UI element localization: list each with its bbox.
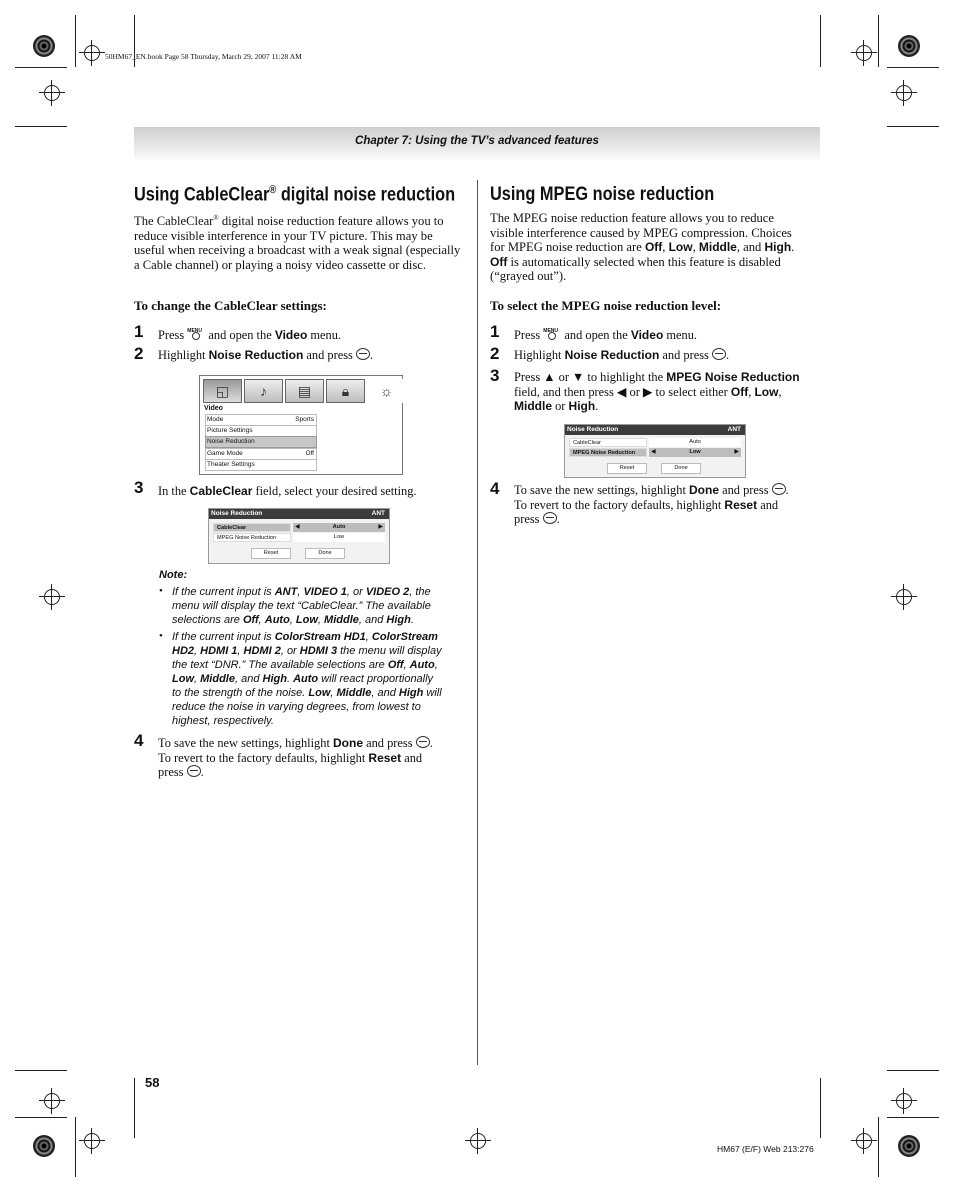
step-number: 4	[490, 479, 500, 498]
enter-button-icon	[416, 736, 430, 748]
color-rosette-icon	[33, 1135, 55, 1157]
menu-row-picture-settings[interactable]: Picture Settings	[205, 425, 317, 437]
cableclear-intro: The CableClear® digital noise reduction feature allows you to reduce visible interference in your TV picture. This may be useful when receiving a broadcast with a weak signal (especially a Cable channel) or playing a noisy video cassette or disc.	[134, 214, 461, 272]
cableclear-row[interactable]: CableClear ◀ Auto ▶	[213, 523, 389, 532]
crosshair-icon	[84, 45, 100, 61]
mpeg-subheading: To select the MPEG noise reduction level:	[490, 298, 722, 313]
cableclear-subheading: To change the CableClear settings:	[134, 298, 327, 313]
book-info: 50HM67_EN.book Page 58 Thursday, March 29, 2007 11:28 AM	[105, 52, 302, 61]
menu-row-mode[interactable]: Mode Sports	[205, 414, 317, 426]
video-menu-screen	[199, 375, 403, 475]
right-heading: Using MPEG noise reduction	[490, 184, 715, 205]
crosshair-icon	[896, 1093, 912, 1109]
done-button[interactable]: Done	[305, 548, 345, 559]
menu-button-icon: MENU	[187, 327, 205, 339]
audio-menu-icon: ♪	[244, 379, 283, 403]
crosshair-icon	[896, 589, 912, 605]
step-1-text: Press MENU and open the Video menu.	[514, 328, 698, 342]
menu-button-icon: MENU	[543, 327, 561, 339]
step-number: 2	[490, 344, 500, 363]
step-2-text: Highlight Noise Reduction and press .	[158, 348, 374, 362]
reset-button[interactable]: Reset	[251, 548, 291, 559]
note-title: Note:	[159, 569, 188, 581]
color-rosette-icon	[898, 1135, 920, 1157]
noise-reduction-screen: Noise Reduction ANT CableClear Auto MPEG Noise Reduction ◀ Low ▶ Reset Done	[564, 424, 746, 478]
arrow-left-icon: ◀	[651, 449, 656, 455]
step-2-text: Highlight Noise Reduction and press .	[514, 348, 730, 362]
mpeg-intro: The MPEG noise reduction feature allows you to reduce visible interference caused by MPEG compression. Choices for MPEG noise reduction are Off, Low, Middle, and High. Off is automatically selected when this feature is disabled (“grayed out”).	[490, 211, 795, 284]
done-button[interactable]: Done	[661, 463, 701, 474]
menu-row-game-mode[interactable]: Game Mode Off	[205, 448, 317, 460]
note-bullet-2: If the current input is ColorStream HD1, ColorStream HD2, HDMI 1, HDMI 2, or HDMI 3 the menu will display the text “DNR.” The available selections are Off, Auto, Low, Middle, and High. Auto will react proportionally to the strength of the noise. Low, Middle, and High will reduce the noise in varying degrees, from lowest to highest, respectively.	[172, 631, 442, 727]
preferences-menu-icon: ☼	[367, 379, 406, 403]
enter-button-icon	[712, 348, 726, 360]
left-heading: Using CableClear® digital noise reduction	[134, 184, 456, 206]
setup-menu-icon: ▤	[285, 379, 324, 403]
footer-code: HM67 (E/F) Web 213:276	[717, 1144, 814, 1154]
arrow-right-icon: ▶	[378, 524, 383, 530]
color-rosette-icon	[898, 35, 920, 57]
step-3-text: Press ▲ or ▼ to highlight the MPEG Noise Reduction field, and then press ◀ or ▶ to select either Off, Low, Middle or High.	[514, 370, 800, 414]
menu-row-theater-settings[interactable]: Theater Settings	[205, 459, 317, 471]
video-menu-title: Video	[204, 405, 223, 412]
chapter-header: Chapter 7: Using the TV’s advanced features	[355, 135, 599, 147]
crosshair-icon	[44, 1093, 60, 1109]
step-number: 4	[134, 731, 144, 750]
step-number: 1	[134, 322, 144, 341]
noise-reduction-screen: Noise Reduction ANT CableClear ◀ Auto ▶ MPEG Noise Reduction Low Reset Done	[208, 508, 390, 564]
step-4-text: To save the new settings, highlight Done and press . To revert to the factory defaults, highlight Reset and press .	[158, 736, 433, 780]
chapter-header-bar	[134, 127, 820, 160]
crosshair-icon	[84, 1133, 100, 1149]
step-number: 3	[490, 366, 500, 385]
crosshair-icon	[896, 85, 912, 101]
step-number: 3	[134, 478, 144, 497]
color-rosette-icon	[33, 35, 55, 57]
bullet: •	[159, 585, 163, 597]
arrow-right-icon: ▶	[734, 449, 739, 455]
crosshair-icon	[470, 1133, 486, 1149]
enter-button-icon	[543, 512, 557, 524]
picture-menu-icon: ◱	[203, 379, 242, 403]
menu-row-noise-reduction[interactable]: Noise Reduction	[205, 436, 317, 448]
column-divider	[477, 180, 478, 1065]
crosshair-icon	[856, 1133, 872, 1149]
lock-menu-icon: 🔒︎	[326, 379, 365, 403]
enter-button-icon	[772, 483, 786, 495]
step-3-text: In the CableClear field, select your desired setting.	[158, 484, 417, 498]
step-number: 1	[490, 322, 500, 341]
page-number: 58	[145, 1075, 160, 1090]
step-4-text: To save the new settings, highlight Done and press . To revert to the factory defaults, highlight Reset and press .	[514, 483, 789, 527]
mpeg-noise-reduction-row[interactable]: MPEG Noise Reduction Low	[213, 533, 389, 542]
bullet: •	[159, 630, 163, 642]
crosshair-icon	[44, 589, 60, 605]
reset-button[interactable]: Reset	[607, 463, 647, 474]
arrow-left-icon: ◀	[295, 524, 300, 530]
note-bullet-1: If the current input is ANT, VIDEO 1, or VIDEO 2, the menu will display the text “CableClear.” The available selections are Off, Auto, Low, Middle, and High.	[172, 586, 431, 626]
step-number: 2	[134, 344, 144, 363]
enter-button-icon	[356, 348, 370, 360]
step-1-text: Press MENU and open the Video menu.	[158, 328, 342, 342]
crosshair-icon	[44, 85, 60, 101]
crosshair-icon	[856, 45, 872, 61]
enter-button-icon	[187, 765, 201, 777]
cableclear-row[interactable]: CableClear Auto	[569, 438, 745, 447]
mpeg-noise-reduction-row[interactable]: MPEG Noise Reduction ◀ Low ▶	[569, 448, 745, 457]
